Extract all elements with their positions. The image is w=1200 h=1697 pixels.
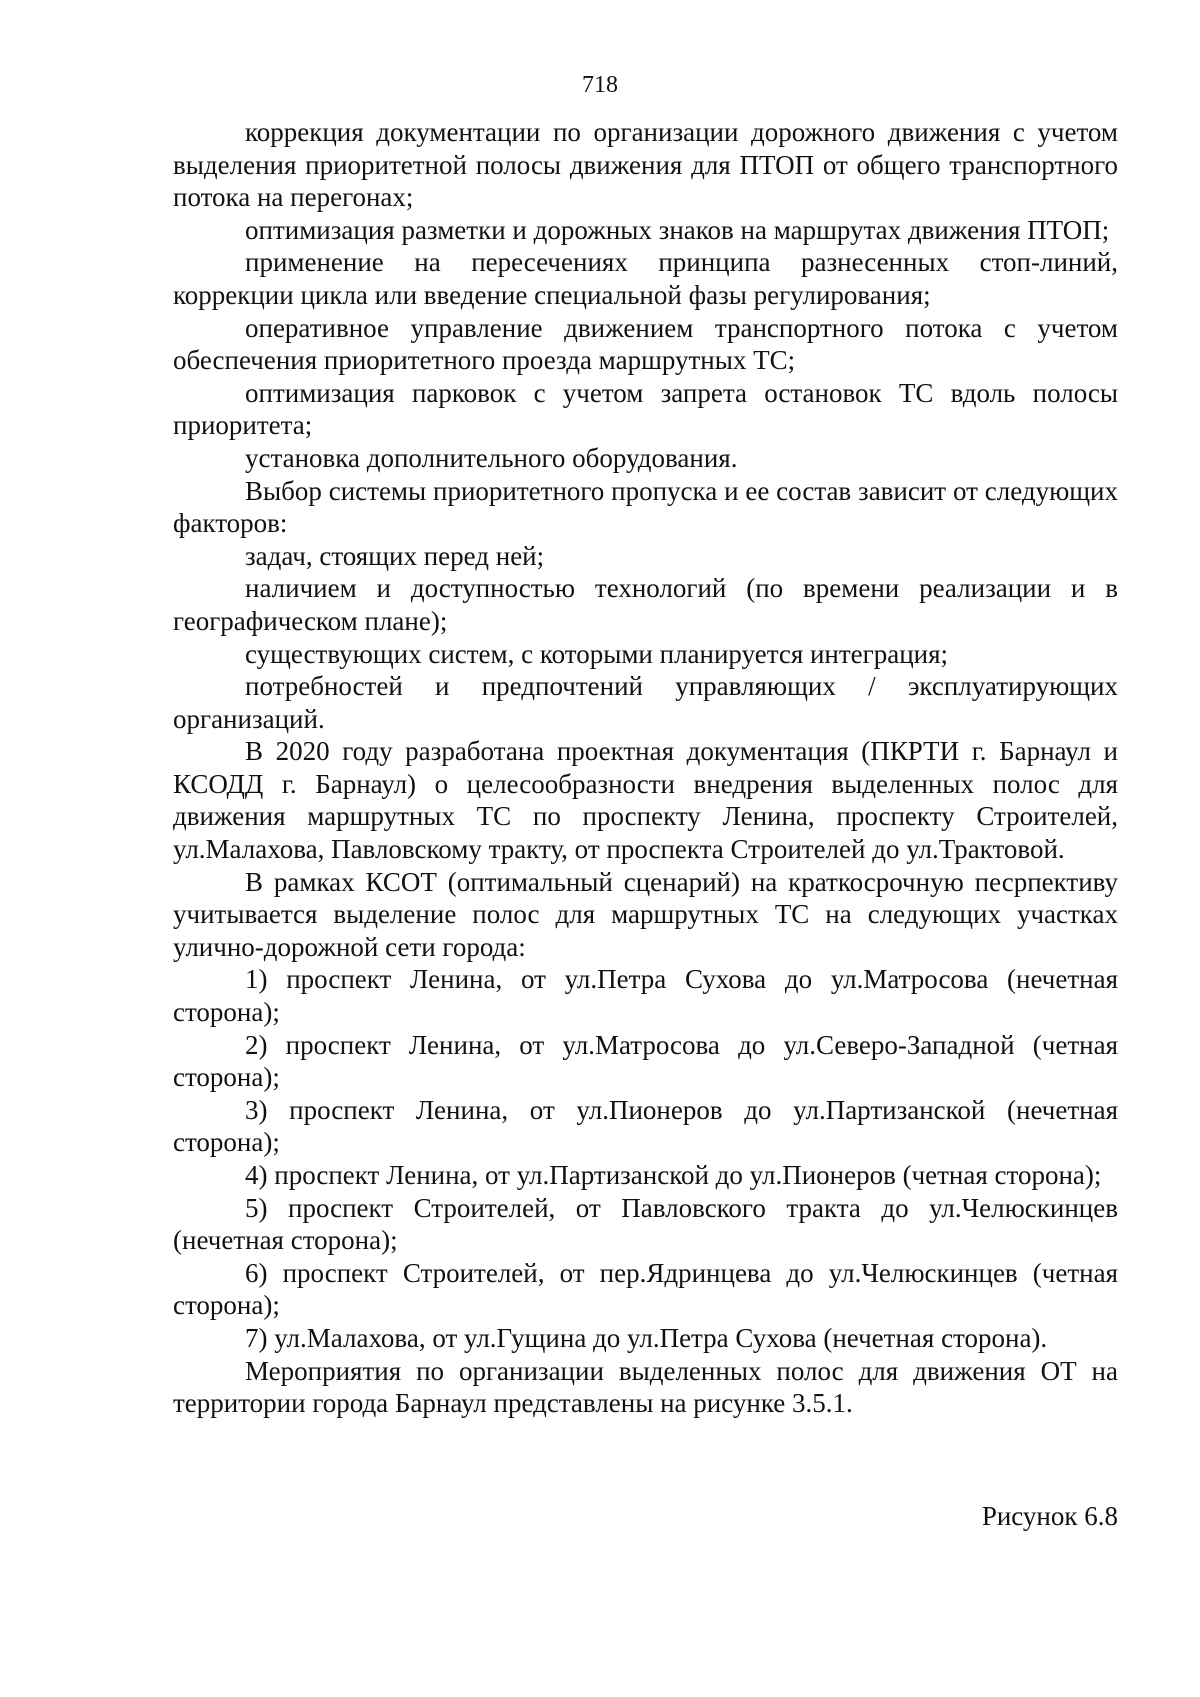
paragraph-marking-optimization: оптимизация разметки и дорожных знаков на маршрутах движения ПТОП; bbox=[245, 214, 1110, 245]
paragraph-ksot-scenario: В рамках КСОТ (оптимальный сценарий) на краткосрочную песрпективу учитывается выделение полос для маршрутных ТС на следующих участках улично-дорожной сети города: bbox=[173, 866, 1118, 962]
list-item-7: 7) ул.Малахова, от ул.Гущина до ул.Петра Сухова (нечетная сторона). bbox=[245, 1322, 1048, 1353]
list-item-5: 5) проспект Строителей, от Павловского тракта до ул.Челюскинцев (нечетная сторона); bbox=[173, 1192, 1118, 1256]
paragraph-factor-needs: потребностей и предпочтений управляющих / эксплуатирующих организаций. bbox=[173, 671, 1118, 734]
paragraph-equipment: установка дополнительного оборудования. bbox=[245, 442, 738, 473]
list-item-1: 1) проспект Ленина, от ул.Петра Сухова до ул.Матросова (нечетная сторона); bbox=[173, 964, 1118, 1028]
list-item-3: 3) проспект Ленина, от ул.Пионеров до ул.Партизанской (нечетная сторона); bbox=[173, 1094, 1118, 1158]
list-item-4: 4) проспект Ленина, от ул.Партизанской до ул.Пионеров (четная сторона); bbox=[245, 1160, 1102, 1190]
paragraph-system-choice: Выбор системы приоритетного пропуска и ее состав зависит от следующих факторов: bbox=[173, 475, 1118, 539]
paragraph-factor-technology: наличием и доступностью технологий (по времени реализации и в географическом плане); bbox=[173, 573, 1118, 636]
page-number: 718 bbox=[582, 72, 618, 98]
paragraph-measures-figure: Мероприятия по организации выделенных полос для движения ОТ на территории города Барнаул представлены на рисунке 3.5.1. bbox=[173, 1355, 1118, 1419]
paragraph-factor-tasks: задач, стоящих перед ней; bbox=[245, 540, 545, 571]
list-item-6: 6) проспект Строителей, от пер.Ядринцева до ул.Челюскинцев (четная сторона); bbox=[173, 1257, 1118, 1321]
paragraph-parking-optimization: оптимизация парковок с учетом запрета остановок ТС вдоль полосы приоритета; bbox=[173, 377, 1118, 441]
paragraph-stop-lines: применение на пересечениях принципа разнесенных стоп-линий, коррекции цикла или введение специальной фазы регулирования; bbox=[173, 247, 1118, 310]
list-item-2: 2) проспект Ленина, от ул.Матросова до ул.Северо-Западной (четная сторона); bbox=[173, 1029, 1118, 1093]
paragraph-factor-systems: существующих систем, с которыми планируется интеграция; bbox=[245, 638, 949, 669]
paragraph-operational-control: оперативное управление движением транспортного потока с учетом обеспечения приоритетного проезда маршрутных ТС; bbox=[173, 312, 1118, 376]
document-body bbox=[173, 116, 1118, 1420]
paragraph-lane-documentation: коррекция документации по организации дорожного движения с учетом выделения приоритетной полосы движения для ПТОП от общего транспортного потока на перегонах; bbox=[173, 117, 1118, 213]
figure-caption: Рисунок 6.8 bbox=[981, 1501, 1118, 1531]
paragraph-2020-documentation: В 2020 году разработана проектная документация (ПКРТИ г. Барнаул и КСОДД г. Барнаул) о целесообразности внедрения выделенных полос для движения маршрутных ТС по проспекту Ленина, проспекту Строителей, ул.Малахова, Павловскому тракту, от проспекта Строителей до ул.Трактовой. bbox=[173, 736, 1118, 865]
